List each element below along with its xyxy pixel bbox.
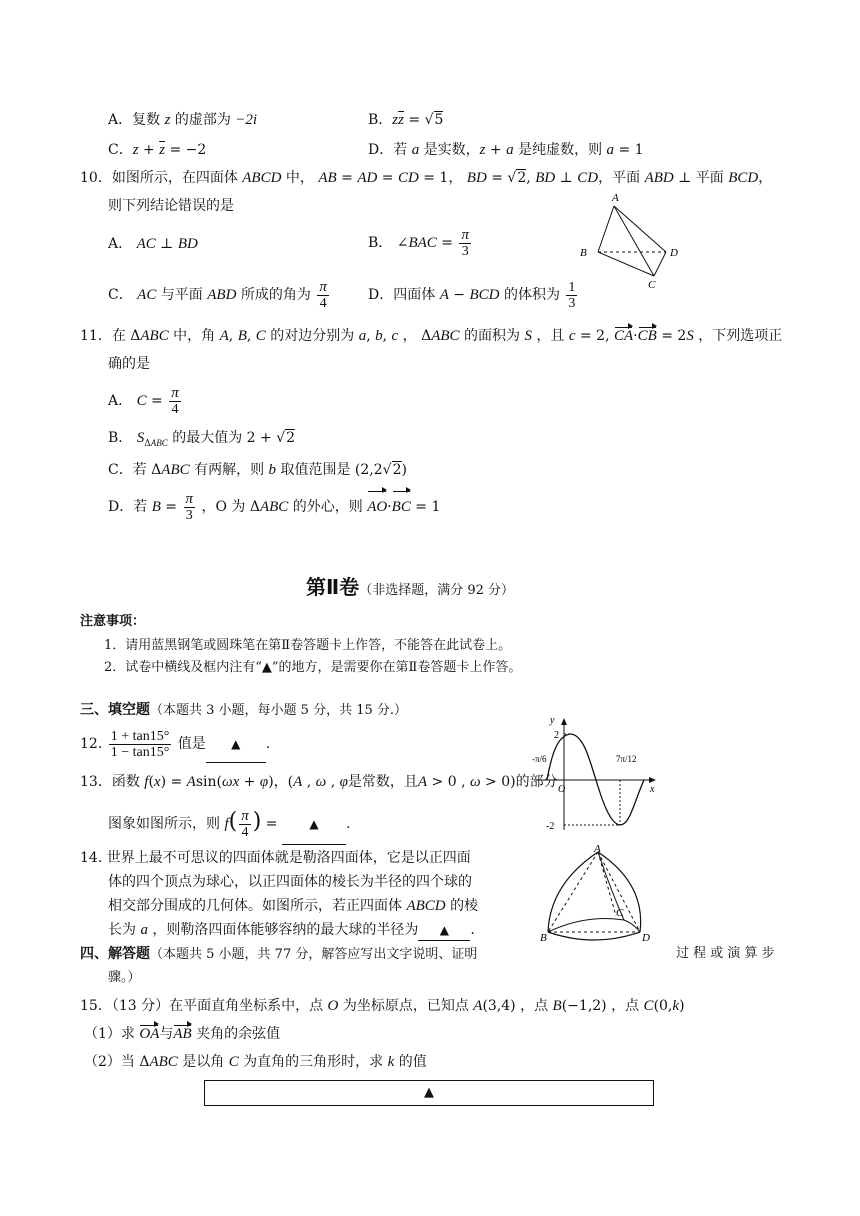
sec3-header [80, 700, 407, 721]
q15-answer-box[interactable]: ▲ [204, 1080, 654, 1106]
graph-label-ymax: 2 [554, 730, 559, 741]
graph-label-ymin: -2 [546, 821, 555, 832]
graph-label-o: O [558, 784, 566, 795]
sec4-desc-2: 骤。） [108, 970, 141, 985]
fig-label-c: C [616, 907, 624, 919]
notice-item-1: 1．请用蓝黑钢笔或圆珠笔在第Ⅱ卷答题卡上作答，不能答在此试卷上。 [104, 638, 512, 653]
graph-label-x2: 7π/12 [616, 754, 637, 764]
graph-label-x: x [650, 784, 655, 795]
q14-answer-blank[interactable]: ▲ [418, 920, 470, 941]
q12: 12. $\frac{1 + \tan 15^\circ}{1 - \tan 15^\circ}$ 值是 ▲ . [80, 726, 270, 763]
q13-stem: 13．函数 f(x) = Asin(ωx + φ)，(A , ω , φ是常数，且A > 0 , ω > 0)的部分 [80, 774, 558, 790]
q12-tail: 值是 [177, 736, 206, 752]
sec4-header [80, 944, 477, 965]
fig-label-c: C [648, 279, 656, 291]
fig-label-a: A [594, 844, 601, 855]
q9-option-c: C．$z + \overline{z} = -2$ [108, 142, 207, 158]
fig-label-d: D [670, 247, 678, 259]
q15-part-1: （1）求 OA与AB 夹角的余弦值 [84, 1026, 281, 1042]
part2-header [306, 572, 514, 606]
q10-option-d: D．四面体 A − BCD 的体积为 $\frac{1}{3}$ [368, 279, 576, 311]
q10-option-b: B． ∠BAC = $\frac{\pi}{3}$ [368, 226, 469, 259]
q11-option-b: B． $S_{\Delta ABC}$ 的最大值为 2 + √2 [108, 430, 296, 449]
fig-label-a: A [612, 192, 619, 204]
q11-option-a: A． C = $\frac{\pi}{4}$ [108, 384, 179, 417]
q12-denominator: 1 − tan15° [110, 744, 170, 760]
q9-option-d: D．若 a 是实数，z + a 是纯虚数，则 a = 1 [368, 142, 644, 158]
graph-label-y: y [550, 715, 555, 726]
q14-line-4: 长为 a ，则勒洛四面体能够容纳的最大球的半径为 ▲ . [108, 920, 475, 941]
sec4-desc-right: 过 程 或 演 算 步 [676, 946, 775, 961]
sec4-title: 四、解答题 [80, 946, 150, 962]
fig-label-b: B [540, 932, 547, 944]
q10-tetrahedron-figure [574, 188, 686, 292]
q11-option-d: D．若 B = $\frac{\pi}{3}$ ，O 为 ΔABC 的外心，则 AO·BC = 1 [108, 490, 441, 523]
q10-option-a: A． AC ⊥ BD [108, 236, 198, 252]
sec3-desc: （本题共 3 小题，每小题 5 分，共 15 分.） [150, 703, 408, 718]
q14-line-3: 相交部分围成的几何体。如图所示，若正四面体 ABCD 的棱 [108, 898, 479, 914]
q12-num: 12. [80, 736, 103, 752]
q12-numerator: 1 + tan15° [110, 728, 170, 744]
q13-answer-blank[interactable]: ▲ [282, 804, 346, 845]
q10-stem2: 则下列结论错误的是 [108, 198, 234, 214]
part2-subtitle: （非选择题，满分 92 分） [359, 583, 514, 598]
graph-label-x1: -π/6 [532, 754, 547, 764]
part2-title: 第Ⅱ卷 [306, 575, 360, 599]
q15-head: 15．（13 分）在平面直角坐标系中，点 O 为坐标原点，已知点 A(3,4) ，点 B(−1,2) ，点 C(0,k) [80, 998, 685, 1014]
sec4-desc: （本题共 5 小题，共 77 分，解答应写出文字说明、证明 [150, 947, 478, 962]
q14-text-1: 世界上最不可思议的四面体就是勒洛四面体，它是以正四面 [106, 850, 471, 866]
q11-stem2: 确的是 [108, 356, 150, 372]
q14-line-2: 体的四个顶点为球心，以正四面体的棱长为半径的四个球的 [108, 874, 472, 890]
q12-answer-blank[interactable]: ▲ [206, 726, 266, 763]
fig-label-b: B [580, 247, 587, 259]
q14-num: 14. [80, 850, 103, 866]
q11-stem: 11．在 ΔABC 中，角 A, B, C 的对边分别为 a, b, c ， ΔABC 的面积为 S ，且 c = 2, CA·CB = 2S ，下列选项正 [80, 328, 783, 344]
q13-stem2: 图象如图所示，则 f( $\frac{\pi}{4}$ ) = ▲ . [108, 802, 350, 845]
q9-option-b: B．$z\overline{z} = √5$ [368, 112, 444, 128]
q11-option-c: C．若 ΔABC 有两解，则 b 取值范围是 (2,2√2) [108, 462, 407, 478]
q9-option-a: A．复数 z 的虚部为 −2i [108, 112, 258, 128]
q14-line-1 [80, 848, 471, 868]
q10-option-c: C． AC 与平面 ABD 所成的角为 $\frac{\pi}{4}$ [108, 278, 327, 311]
q13-sine-graph [530, 712, 660, 836]
q14-reuleaux-figure [536, 844, 660, 944]
sec3-title: 三、填空题 [80, 702, 150, 718]
notice-item-2: 2．试卷中横线及框内注有“▲”的地方，是需要你在第Ⅱ卷答题卡上作答。 [104, 660, 522, 675]
q15-part-2: （2）当 ΔABC 是以角 C 为直角的三角形时，求 k 的值 [84, 1054, 427, 1070]
notice-title: 注意事项： [80, 614, 146, 629]
q12-fraction [109, 729, 172, 760]
q10-stem: 10．如图所示，在四面体 ABCD 中， AB = AD = CD = 1， BD = √2, BD ⊥ CD，平面 ABD ⊥ 平面 BCD， [80, 170, 773, 186]
fig-label-d: D [642, 932, 650, 944]
